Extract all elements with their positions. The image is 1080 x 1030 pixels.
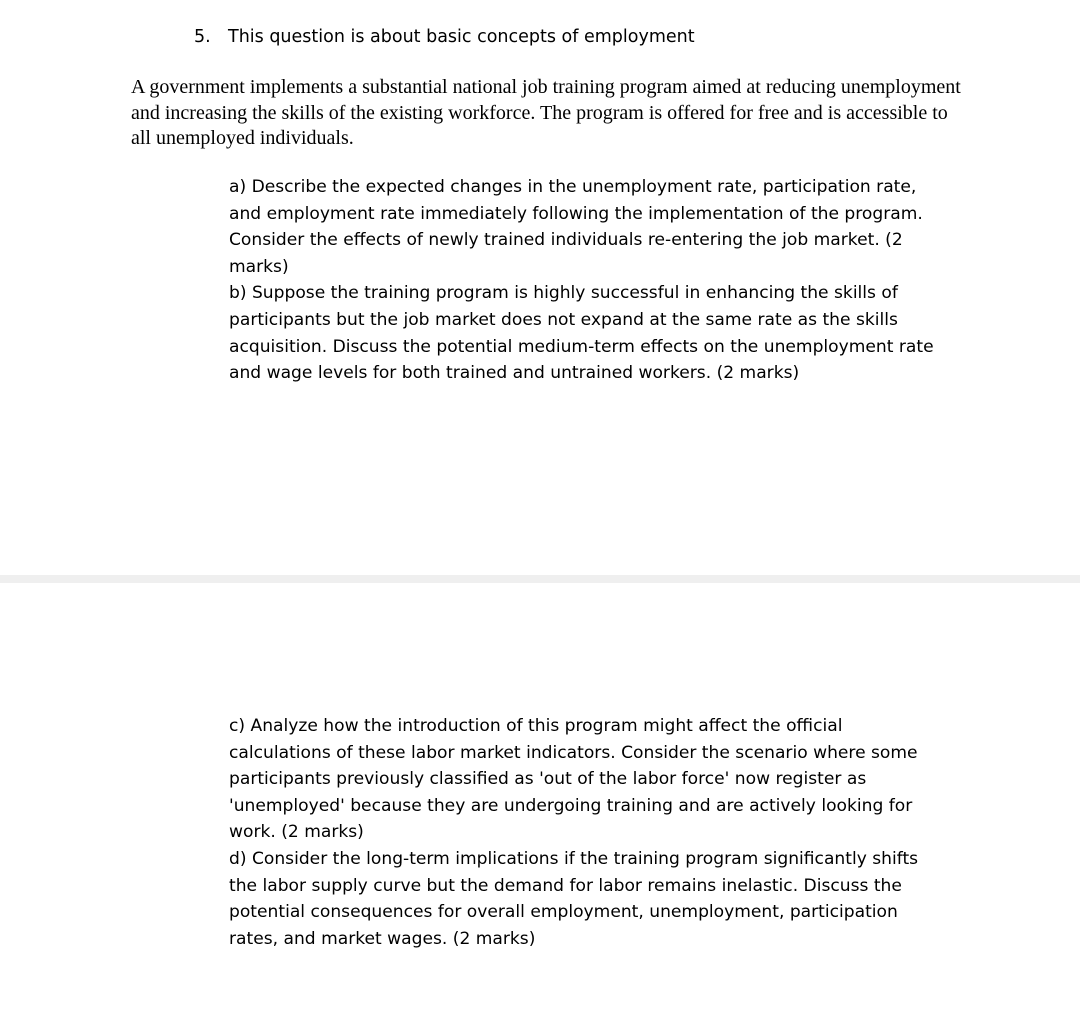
document-page-2 <box>0 583 1080 1030</box>
page-separator <box>0 575 1080 583</box>
subparts-c-d <box>229 713 949 952</box>
subparts-a-b <box>229 174 949 387</box>
part-c: c) Analyze how the introduction of this program might affect the official calculations of these labor market indicators. Consider the scenario where some participants previously classified as 'out of the labor force' now register as 'unemployed' because they are undergoing training and are actively looking for work. (2 marks) <box>229 716 918 843</box>
part-a: a) Describe the expected changes in the unemployment rate, participation rate, and employment rate immediately following the implementation of the program. Consider the effects of newly trained individuals re-entering the job market. (2 marks) <box>229 177 923 277</box>
question-heading-text: This question is about basic concepts of employment <box>228 27 695 47</box>
part-d: d) Consider the long-term implications if the training program significantly shifts the labor supply curve but the demand for labor remains inelastic. Discuss the potential consequences for overall employment, unemployment, participation rates, and market wages. (2 marks) <box>229 848 919 949</box>
question-number: 5. <box>194 27 211 47</box>
question-heading <box>194 24 954 50</box>
question-intro: A government implements a substantial national job training program aimed at reducing unemployment and increasing the skills of the existing workforce. The program is offered for free and is accessible to all unemployed individuals. <box>131 76 961 149</box>
part-b: b) Suppose the training program is highly successful in enhancing the skills of participants but the job market does not expand at the same rate as the skills acquisition. Discuss the potential medium-term effects on the unemployment rate and wage levels for both trained and untrained workers. (2 marks) <box>229 283 934 384</box>
